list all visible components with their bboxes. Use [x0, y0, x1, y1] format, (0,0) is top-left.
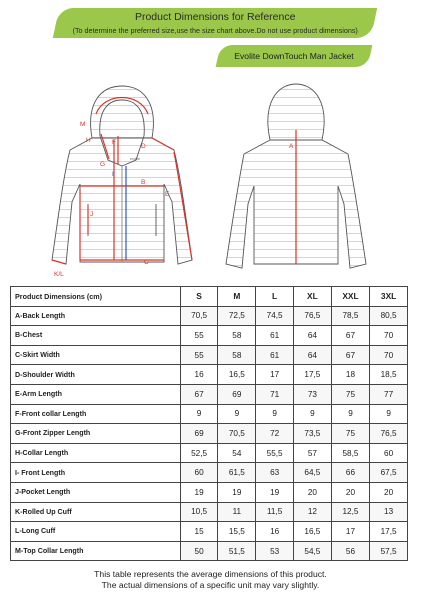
table-header-row	[11, 287, 408, 307]
jacket-drawings	[0, 74, 421, 284]
size-header: L	[256, 287, 294, 307]
table-cell: 80,5	[370, 306, 408, 326]
table-cell: 53	[256, 541, 294, 561]
row-label: K-Rolled Up Cuff	[11, 502, 181, 522]
table-cell: 72	[256, 424, 294, 444]
table-cell: 16,5	[294, 522, 332, 542]
table-row	[11, 463, 408, 483]
table-row	[11, 384, 408, 404]
dimensions-banner	[53, 8, 377, 38]
table-cell: 15,5	[218, 522, 256, 542]
table-cell: 75	[331, 384, 369, 404]
label-i: I	[112, 171, 114, 178]
table-cell: 10,5	[180, 502, 218, 522]
table-cell: 16	[180, 365, 218, 385]
table-cell: 19	[180, 482, 218, 502]
table-cell: 17	[256, 365, 294, 385]
row-label: E-Arm Length	[11, 384, 181, 404]
table-cell: 20	[370, 482, 408, 502]
table-cell: 55	[180, 345, 218, 365]
table-cell: 11,5	[256, 502, 294, 522]
table-cell: 74,5	[256, 306, 294, 326]
table-cell: 11	[218, 502, 256, 522]
size-header: M	[218, 287, 256, 307]
footer-note-line1: This table represents the average dimensions of this product.	[94, 569, 327, 579]
table-cell: 77	[370, 384, 408, 404]
table-cell: 75	[331, 424, 369, 444]
table-cell: 61	[256, 326, 294, 346]
label-c: C	[144, 259, 149, 266]
label-e: E	[165, 191, 170, 198]
table-cell: 52,5	[180, 443, 218, 463]
table-cell: 16	[256, 522, 294, 542]
table-cell: 20	[331, 482, 369, 502]
table-cell: 19	[256, 482, 294, 502]
table-cell: 61,5	[218, 463, 256, 483]
row-label: D-Shoulder Width	[11, 365, 181, 385]
table-cell: 70,5	[218, 424, 256, 444]
table-cell: 20	[294, 482, 332, 502]
table-cell: 9	[256, 404, 294, 424]
row-label: B-Chest	[11, 326, 181, 346]
table-cell: 64	[294, 326, 332, 346]
label-g: G	[100, 161, 106, 168]
table-cell: 76,5	[294, 306, 332, 326]
size-header: XL	[294, 287, 332, 307]
table-cell: 67	[331, 326, 369, 346]
table-cell: 78,5	[331, 306, 369, 326]
table-header-label: Product Dimensions (cm)	[11, 287, 181, 307]
table-cell: 54,5	[294, 541, 332, 561]
table-cell: 17	[331, 522, 369, 542]
table-row	[11, 482, 408, 502]
row-label: F-Front collar Length	[11, 404, 181, 424]
table-row	[11, 345, 408, 365]
table-cell: 69	[180, 424, 218, 444]
table-cell: 73	[294, 384, 332, 404]
banner-subtitle: (To determine the preferred size,use the size chart above.Do not use product dimensions)	[72, 26, 358, 35]
table-cell: 9	[370, 404, 408, 424]
size-header: S	[180, 287, 218, 307]
label-d: D	[141, 143, 146, 150]
table-cell: 18,5	[370, 365, 408, 385]
table-cell: 64,5	[294, 463, 332, 483]
banner-title: Product Dimensions for Reference	[134, 11, 296, 23]
table-cell: 60	[370, 443, 408, 463]
table-row	[11, 326, 408, 346]
table-row	[11, 541, 408, 561]
table-cell: 70	[370, 345, 408, 365]
model-name: Evolite DownTouch Man Jacket	[234, 51, 354, 61]
table-row	[11, 404, 408, 424]
label-j: J	[90, 211, 94, 218]
table-cell: 67	[331, 345, 369, 365]
table-cell: 69	[218, 384, 256, 404]
footer-note-line2: The actual dimensions of a specific unit may vary slightly.	[101, 580, 320, 590]
table-cell: 73,5	[294, 424, 332, 444]
table-cell: 15	[180, 522, 218, 542]
row-label: G-Front Zipper Length	[11, 424, 181, 444]
table-cell: 67	[180, 384, 218, 404]
table-cell: 63	[256, 463, 294, 483]
table-cell: 12,5	[331, 502, 369, 522]
table-cell: 58,5	[331, 443, 369, 463]
label-b: B	[141, 179, 146, 186]
table-row	[11, 522, 408, 542]
table-cell: 61	[256, 345, 294, 365]
table-cell: 67,5	[370, 463, 408, 483]
table-cell: 70	[370, 326, 408, 346]
row-label: H-Collar Length	[11, 443, 181, 463]
table-cell: 13	[370, 502, 408, 522]
table-cell: 9	[180, 404, 218, 424]
table-row	[11, 443, 408, 463]
row-label: A-Back Length	[11, 306, 181, 326]
table-cell: 50	[180, 541, 218, 561]
table-cell: 66	[331, 463, 369, 483]
row-label: M-Top Collar Length	[11, 541, 181, 561]
label-a: A	[289, 143, 294, 150]
row-label: C-Skirt Width	[11, 345, 181, 365]
table-cell: 17,5	[370, 522, 408, 542]
table-row	[11, 365, 408, 385]
table-cell: 57,5	[370, 541, 408, 561]
table-cell: 18	[331, 365, 369, 385]
table-cell: 9	[294, 404, 332, 424]
table-cell: 55,5	[256, 443, 294, 463]
label-f: F	[112, 139, 116, 146]
table-cell: 70,5	[180, 306, 218, 326]
table-cell: 9	[331, 404, 369, 424]
table-row	[11, 306, 408, 326]
table-cell: 71	[256, 384, 294, 404]
table-cell: 17,5	[294, 365, 332, 385]
table-cell: 58	[218, 326, 256, 346]
table-cell: 60	[180, 463, 218, 483]
size-header: XXL	[331, 287, 369, 307]
table-cell: 56	[331, 541, 369, 561]
table-cell: 58	[218, 345, 256, 365]
table-row	[11, 424, 408, 444]
table-cell: 64	[294, 345, 332, 365]
table-cell: 76,5	[370, 424, 408, 444]
label-kl: K/L	[54, 271, 64, 278]
table-cell: 57	[294, 443, 332, 463]
row-label: L-Long Cuff	[11, 522, 181, 542]
table-body	[11, 306, 408, 561]
label-m: M	[80, 121, 86, 128]
table-cell: 54	[218, 443, 256, 463]
table-cell: 19	[218, 482, 256, 502]
row-label: J-Pocket Length	[11, 482, 181, 502]
size-header: 3XL	[370, 287, 408, 307]
table-cell: 55	[180, 326, 218, 346]
table-row	[11, 502, 408, 522]
table-cell: 72,5	[218, 306, 256, 326]
table-cell: 51,5	[218, 541, 256, 561]
front-jacket-illustration	[52, 86, 192, 264]
table-cell: 12	[294, 502, 332, 522]
label-h: H	[86, 137, 91, 144]
row-label: I- Front Length	[11, 463, 181, 483]
model-name-badge	[216, 45, 373, 67]
brand-logo: evolite	[130, 157, 141, 161]
table-cell: 9	[218, 404, 256, 424]
table-cell: 16,5	[218, 365, 256, 385]
dimensions-table	[10, 286, 408, 561]
